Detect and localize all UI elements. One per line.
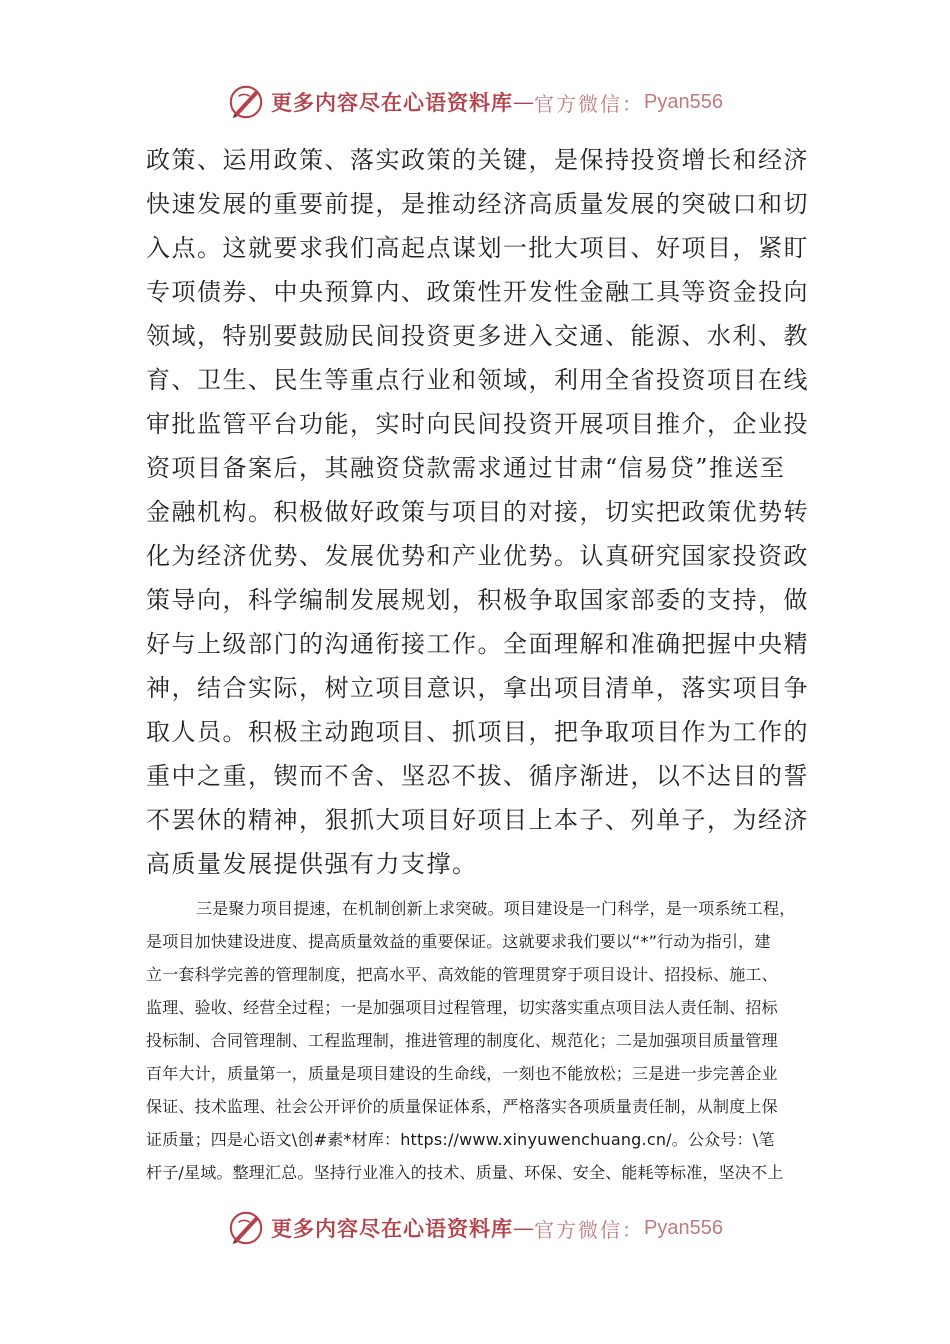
text-line: 金融机构。积极做好政策与项目的对接，切实把政策优势转: [146, 498, 809, 526]
text-line: 高质量发展提供强有力支撑。: [146, 850, 478, 878]
text-line: 专项债券、中央预算内、政策性开发性金融工具等资金投向: [146, 278, 809, 306]
text-line: 监理、验收、经营全过程；一是加强项目过程管理，切实落实重点项目法人责任制、招标: [146, 998, 778, 1017]
body-paragraph-small: [146, 892, 816, 1189]
body-paragraph-large: [146, 138, 816, 886]
text-line: 立一套科学完善的管理制度，把高水平、高效能的管理贯穿于项目设计、招投标、施工、: [146, 965, 778, 984]
text-line: 神，结合实际，树立项目意识，拿出项目清单，落实项目争: [146, 674, 809, 702]
text-line: 保证、技术监理、社会公开评价的质量保证体系，严格落实各项质量责任制，从制度上保: [146, 1097, 778, 1116]
banner-wechat-id: Pyan556: [644, 90, 723, 113]
text-line: 育、卫生、民生等重点行业和领域，利用全省投资项目在线: [146, 366, 809, 394]
footer-banner: [0, 1206, 950, 1250]
banner-sub-text: 官方微信：: [534, 1217, 645, 1242]
text-line: 策导向，科学编制发展规划，积极争取国家部委的支持，做: [146, 586, 809, 614]
banner-wechat-id: Pyan556: [644, 1216, 723, 1239]
text-line: 资项目备案后，其融资贷款需求通过甘肃“信易贷”推送至: [146, 454, 786, 482]
pen-logo-icon: [227, 83, 265, 121]
text-line: 三是聚力项目提速，在机制创新上求突破。项目建设是一门科学，是一项系统工程，: [196, 899, 796, 918]
pen-logo-icon: [227, 1209, 265, 1247]
text-line: 杆子/星域。整理汇总。坚持行业准入的技术、质量、环保、安全、能耗等标准，坚决不上: [146, 1163, 784, 1182]
text-line: 政策、运用政策、落实政策的关键，是保持投资增长和经济: [146, 146, 809, 174]
text-line: 重中之重，锲而不舍、坚忍不拔、循序渐进，以不达目的誓: [146, 762, 809, 790]
banner-dash: —: [513, 1216, 535, 1240]
banner-main-text: 更多内容尽在心语资料库: [271, 1216, 514, 1241]
text-line: 取人员。积极主动跑项目、抓项目，把争取项目作为工作的: [146, 718, 809, 746]
text-line: 百年大计，质量第一，质量是项目建设的生命线，一刻也不能放松；三是进一步完善企业: [146, 1064, 778, 1083]
text-line: 好与上级部门的沟通衔接工作。全面理解和准确把握中央精: [146, 630, 809, 658]
text-line: 是项目加快建设进度、提高质量效益的重要保证。这就要求我们要以“*”行动为指引，建: [146, 932, 771, 951]
header-banner: [0, 80, 950, 124]
text-line: 审批监管平台功能，实时向民间投资开展项目推介，企业投: [146, 410, 809, 438]
text-line: 投标制、合同管理制、工程监理制，推进管理的制度化、规范化；二是加强项目质量管理: [146, 1031, 778, 1050]
banner-main-text: 更多内容尽在心语资料库: [271, 90, 514, 115]
banner-sub-text: 官方微信：: [534, 91, 645, 116]
text-line: 领域，特别要鼓励民间投资更多进入交通、能源、水利、教: [146, 322, 809, 350]
banner-dash: —: [513, 90, 535, 114]
text-line: 入点。这就要求我们高起点谋划一批大项目、好项目，紧盯: [146, 234, 809, 262]
text-line: 证质量；四是心语文\创#素*材库：https://www.xinyuwenchuang.cn/。公众号：\笔: [146, 1130, 775, 1149]
text-line: 不罢休的精神，狠抓大项目好项目上本子、列单子，为经济: [146, 806, 809, 834]
text-line: 化为经济优势、发展优势和产业优势。认真研究国家投资政: [146, 542, 809, 570]
text-line: 快速发展的重要前提，是推动经济高质量发展的突破口和切: [146, 190, 809, 218]
